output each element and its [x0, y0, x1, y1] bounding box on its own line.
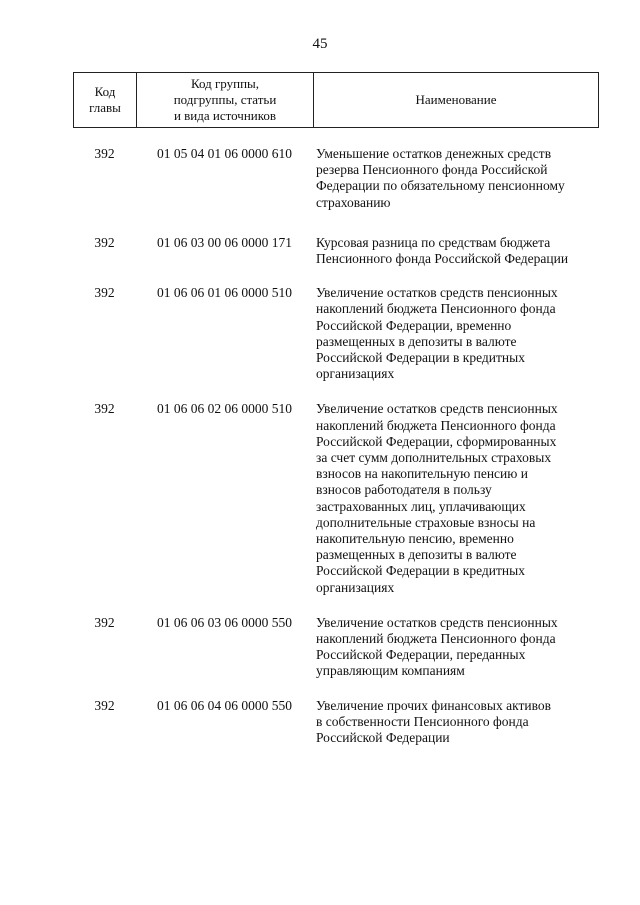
chapter-code-cell: 392 — [94, 285, 115, 301]
table-row — [0, 401, 640, 595]
name-cell — [313, 401, 606, 595]
name-cell — [313, 146, 606, 211]
source-code-cell: 01 06 06 02 06 0000 510 — [157, 401, 292, 417]
name-line: Увеличение прочих финансовых активов — [316, 697, 552, 713]
name-cell — [313, 698, 606, 747]
name-line: Увеличение остатков средств пенсионных — [316, 614, 558, 630]
page-number: 45 — [312, 36, 328, 52]
name-line: за счет сумм дополнительных страховых — [316, 450, 552, 466]
chapter-code-cell: 392 — [94, 146, 115, 161]
header-group-code — [137, 73, 314, 127]
name-line: Курсовая разница по средствам бюджета — [316, 234, 551, 250]
name-line: Увеличение остатков средств пенсионных — [316, 401, 558, 417]
source-code-cell: 01 06 03 00 06 0000 171 — [157, 234, 292, 250]
name-line: Пенсионного фонда Российской Федерации — [316, 251, 569, 267]
name-cell — [313, 235, 606, 267]
name-line: резерва Пенсионного фонда Российской — [316, 162, 548, 178]
header-chapter-code-line: Код — [94, 84, 116, 99]
name-line: накопительную пенсию, временно — [316, 531, 514, 547]
chapter-code-cell: 392 — [94, 401, 115, 417]
table-header — [73, 72, 599, 128]
source-code-cell: 01 06 06 01 06 0000 510 — [157, 285, 292, 301]
header-group-code-line: Код группы, — [190, 76, 260, 91]
name-line: накоплений бюджета Пенсионного фонда — [316, 301, 556, 317]
table-row — [0, 235, 640, 267]
header-chapter-code — [74, 73, 137, 127]
name-line: накоплений бюджета Пенсионного фонда — [316, 631, 556, 647]
name-line: Увеличение остатков средств пенсионных — [316, 285, 558, 301]
name-line: размещенных в депозиты в валюте — [316, 547, 517, 563]
chapter-code-cell: 392 — [94, 234, 115, 250]
header-chapter-code-line: главы — [89, 100, 121, 115]
header-group-code-line: подгруппы, статьи — [173, 92, 277, 107]
name-line: Российской Федерации в кредитных — [316, 563, 525, 579]
name-line: размещенных в депозиты в валюте — [316, 333, 517, 349]
source-code-cell: 01 05 04 01 06 0000 610 — [157, 146, 292, 161]
chapter-code-cell: 392 — [94, 614, 115, 630]
name-line: застрахованных лиц, уплачивающих — [316, 498, 526, 514]
name-line: в собственности Пенсионного фонда — [316, 713, 529, 729]
name-line: управляющим компаниям — [316, 663, 465, 679]
name-line: Российской Федерации, сформированных — [316, 433, 557, 449]
name-cell — [313, 285, 606, 382]
table-row — [0, 698, 640, 747]
name-line: Федерации по обязательному пенсионному — [316, 178, 565, 194]
name-line: взносов на накопительную пенсию и — [316, 466, 528, 482]
table-row — [0, 615, 640, 680]
source-code-cell: 01 06 06 04 06 0000 550 — [157, 697, 292, 713]
name-line: дополнительные страховые взносы на — [316, 514, 536, 530]
name-line: Российской Федерации в кредитных — [316, 350, 525, 366]
header-group-code-line: и вида источников — [173, 108, 277, 123]
name-cell — [313, 615, 606, 680]
name-line: Уменьшение остатков денежных средств — [316, 146, 552, 161]
table-row — [0, 285, 640, 382]
name-line: накоплений бюджета Пенсионного фонда — [316, 417, 556, 433]
table-body — [0, 146, 640, 746]
name-line: Российской Федерации, переданных — [316, 647, 526, 663]
source-code-cell: 01 06 06 03 06 0000 550 — [157, 614, 292, 630]
name-line: организациях — [316, 366, 395, 382]
name-line: взносов работодателя в пользу — [316, 482, 492, 498]
header-name: Наименование — [415, 92, 497, 107]
name-line: страхованию — [316, 194, 391, 210]
table-row — [0, 146, 640, 211]
chapter-code-cell: 392 — [94, 697, 115, 713]
name-line: организациях — [316, 579, 395, 595]
name-line: Российской Федерации — [316, 730, 450, 746]
name-line: Российской Федерации, временно — [316, 317, 512, 333]
